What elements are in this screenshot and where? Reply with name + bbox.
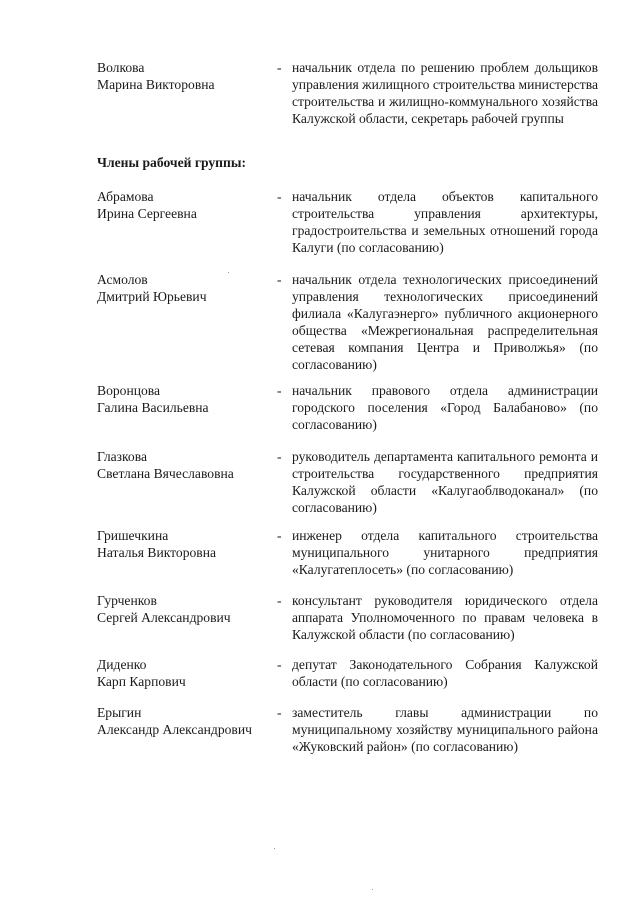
person-given-names: Галина Васильевна xyxy=(97,400,209,415)
person-surname: Диденко xyxy=(97,657,147,672)
person-surname: Гришечкина xyxy=(97,528,169,543)
entry-dash: - xyxy=(277,60,282,75)
person-name xyxy=(97,656,277,690)
person-surname: Глазкова xyxy=(97,449,148,464)
person-name xyxy=(97,592,277,626)
person-role: консультант руководителя юридического отдела аппарата Уполномоченного по правам человека в Калужской области (по согласованию) xyxy=(292,593,598,642)
person-name xyxy=(97,704,277,738)
entry-dash: - xyxy=(277,528,282,543)
person-role: начальник правового отдела администрации городского поселения «Город Балабаново» (по согласованию) xyxy=(292,383,598,432)
person-given-names: Александр Александрович xyxy=(97,722,252,737)
members-heading: Члены рабочей группы: xyxy=(97,155,246,170)
person-surname: Воронцова xyxy=(97,383,161,398)
entry-dash: - xyxy=(277,383,282,398)
scan-speck xyxy=(274,848,275,849)
scan-speck xyxy=(228,272,229,273)
scan-speck xyxy=(372,889,373,890)
person-given-names: Светлана Вячеславовна xyxy=(97,466,234,481)
person-role: начальник отдела технологических присоединений управления технологических присоединений филиала «Калугаэнерго» публичного акционерного общества «Межрегиональная распределительная сетевая компания Центра и Приволжья» (по согласованию) xyxy=(292,272,598,372)
person-given-names: Дмитрий Юрьевич xyxy=(97,289,207,304)
person-surname: Асмолов xyxy=(97,272,148,287)
person-given-names: Марина Викторовна xyxy=(97,77,215,92)
person-name xyxy=(97,59,277,93)
person-given-names: Сергей Александрович xyxy=(97,610,231,625)
entry-dash: - xyxy=(277,272,282,287)
person-surname: Гурченков xyxy=(97,593,157,608)
person-role: депутат Законодательного Собрания Калужской области (по согласованию) xyxy=(292,657,598,689)
entry-dash: - xyxy=(277,657,282,672)
person-role: начальник отдела по решению проблем дольщиков управления жилищного строительства министерства строительства и жилищно-коммунального хозяйства Калужской области, секретарь рабочей группы xyxy=(292,60,598,126)
person-surname: Абрамова xyxy=(97,189,154,204)
entry-dash: - xyxy=(277,593,282,608)
entry-dash: - xyxy=(277,189,282,204)
person-role: руководитель департамента капитального ремонта и строительства государственного предприятия Калужской области «Калугаоблводоканал» (по согласованию) xyxy=(292,449,598,515)
person-name xyxy=(97,271,277,305)
entry-dash: - xyxy=(277,449,282,464)
person-name xyxy=(97,188,277,222)
person-name xyxy=(97,382,277,416)
person-name xyxy=(97,448,277,482)
person-given-names: Ирина Сергеевна xyxy=(97,206,197,221)
person-name xyxy=(97,527,277,561)
person-role: инженер отдела капитального строительства муниципального унитарного предприятия «Калугатеплосеть» (по согласованию) xyxy=(292,528,598,577)
person-surname: Волкова xyxy=(97,60,145,75)
person-surname: Ерыгин xyxy=(97,705,142,720)
person-role: начальник отдела объектов капитального строительства управления архитектуры, градостроительства и земельных отношений города Калуги (по согласованию) xyxy=(292,189,598,255)
entry-dash: - xyxy=(277,705,282,720)
person-given-names: Карп Карпович xyxy=(97,674,186,689)
person-role: заместитель главы администрации по муниципальному хозяйству муниципального района «Жуковский район» (по согласованию) xyxy=(292,705,598,754)
person-given-names: Наталья Викторовна xyxy=(97,545,217,560)
